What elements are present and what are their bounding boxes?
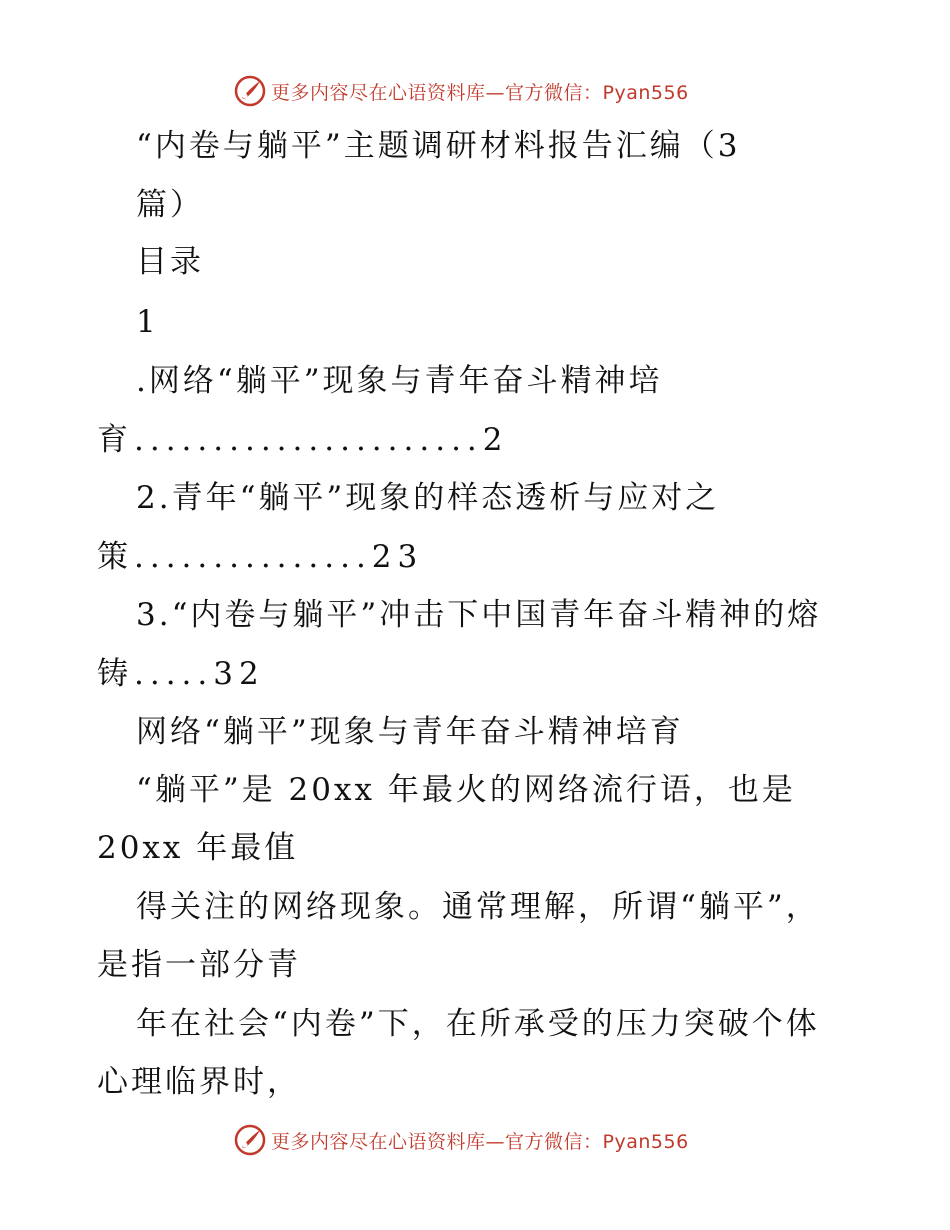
toc-item-2-line-1: 2.青年“躺平”现象的样态透析与应对之	[136, 480, 720, 516]
section-title: 网络“躺平”现象与青年奋斗精神培育	[136, 714, 684, 750]
document-title-line-2: 篇）	[136, 187, 204, 223]
toc-number-1: 1	[136, 304, 159, 340]
toc-item-1-line-1: .网络“躺平”现象与青年奋斗精神培	[136, 363, 663, 399]
toc-item-1-line-2: 育......................2	[97, 422, 509, 458]
paragraph-1-line-1: “躺平”是 20xx 年最火的网络流行语，也是	[136, 772, 796, 808]
paragraph-3-line-2: 心理临界时，	[97, 1064, 301, 1100]
toc-item-2-line-2: 策...............23	[97, 539, 424, 575]
watermark-header	[233, 72, 689, 110]
watermark-footer	[233, 1121, 689, 1159]
paragraph-1-line-2: 20xx 年最值	[97, 830, 299, 866]
paragraph-2-line-2: 是指一部分青	[97, 947, 301, 983]
watermark-text: 更多内容尽在心语资料库—官方微信：Pyan556	[271, 1130, 689, 1153]
watermark-text: 更多内容尽在心语资料库—官方微信：Pyan556	[271, 81, 689, 104]
red-quill-emblem-icon	[233, 74, 267, 108]
document-title-line-1: “内卷与躺平”主题调研材料报告汇编（3	[136, 128, 741, 164]
paragraph-3-line-1: 年在社会“内卷”下，在所承受的压力突破个体	[136, 1006, 820, 1042]
red-quill-emblem-icon	[233, 1123, 267, 1157]
paragraph-2-line-1: 得关注的网络现象。通常理解，所谓“躺平”，	[136, 889, 820, 925]
toc-item-3-line-2: 铸.....32	[97, 656, 265, 692]
toc-heading: 目录	[136, 244, 204, 280]
toc-item-3-line-1: 3.“内卷与躺平”冲击下中国青年奋斗精神的熔	[136, 597, 822, 633]
